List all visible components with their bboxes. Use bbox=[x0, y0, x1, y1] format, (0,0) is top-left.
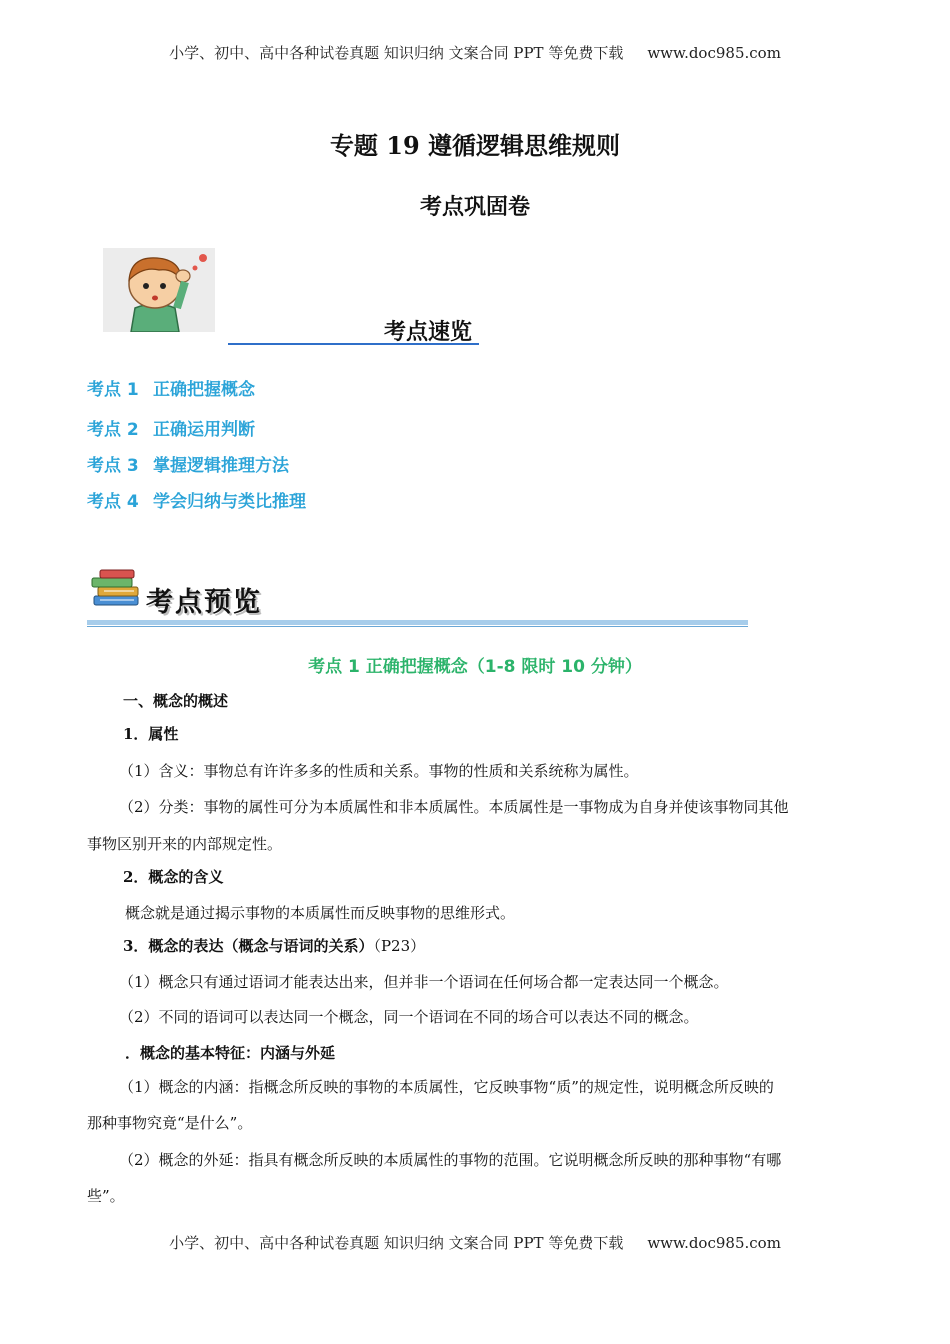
document-subtitle: 考点巩固卷 bbox=[419, 194, 530, 220]
toc-item-4[interactable] bbox=[87, 487, 306, 512]
footer-text: 小学、初中、高中各种试卷真题 知识归纳 文案合同 PPT 等免费下载 bbox=[169, 1234, 624, 1252]
toc-item-1[interactable] bbox=[87, 375, 255, 400]
content-heading-1: 一、概念的概述 bbox=[123, 692, 229, 710]
preview-divider-inner bbox=[87, 626, 748, 627]
content-paragraph: （1）含义：事物总有许许多多的性质和关系。事物的性质和关系统称为属性。 bbox=[119, 762, 639, 780]
content-subheading-3 bbox=[123, 935, 425, 956]
content-subheading-3-text: 3．概念的表达（概念与语词的关系） bbox=[123, 937, 374, 955]
toc-item-number: 考点 1 bbox=[87, 380, 139, 400]
toc-item-label: 正确把握概念 bbox=[153, 380, 255, 400]
content-paragraph-cont: 那种事物究竟“是什么”。 bbox=[87, 1114, 253, 1132]
preview-heading: 考点预览 bbox=[146, 587, 262, 618]
content-paragraph-cont: 事物区别开来的内部规定性。 bbox=[87, 835, 283, 853]
section-heading: 考点 1 正确把握概念（1-8 限时 10 分钟） bbox=[308, 657, 642, 677]
content-paragraph: 概念就是通过揭示事物的本质属性而反映事物的思维形式。 bbox=[125, 904, 516, 922]
toc-item-label: 掌握逻辑推理方法 bbox=[153, 456, 289, 476]
toc-item-2[interactable] bbox=[87, 415, 255, 440]
content-subheading-4: ．概念的基本特征：内涵与外延 bbox=[125, 1044, 336, 1062]
preview-divider bbox=[87, 620, 748, 625]
toc-item-number: 考点 4 bbox=[87, 492, 139, 512]
document-title: 专题 19 遵循逻辑思维规则 bbox=[329, 131, 621, 160]
page-reference: （P23） bbox=[373, 937, 426, 955]
books-icon bbox=[90, 568, 142, 608]
content-paragraph: （2）不同的语词可以表达同一个概念，同一个语词在不同的场合可以表达不同的概念。 bbox=[119, 1008, 699, 1026]
thinking-boy-illustration bbox=[103, 248, 215, 332]
content-paragraph: （2）分类：事物的属性可分为本质属性和非本质属性。本质属性是一事物成为自身并使该事物同其他 bbox=[119, 798, 789, 816]
content-paragraph-cont: 些”。 bbox=[87, 1187, 125, 1205]
footer-site-link[interactable]: www.doc985.com bbox=[647, 1234, 781, 1252]
content-subheading-1: 1．属性 bbox=[123, 725, 179, 743]
toc-item-label: 学会归纳与类比推理 bbox=[153, 492, 306, 512]
header-site-link[interactable]: www.doc985.com bbox=[647, 44, 781, 62]
toc-item-number: 考点 3 bbox=[87, 456, 139, 476]
toc-item-label: 正确运用判断 bbox=[153, 420, 255, 440]
content-subheading-2: 2．概念的含义 bbox=[123, 868, 224, 886]
toc-item-number: 考点 2 bbox=[87, 420, 139, 440]
header-text: 小学、初中、高中各种试卷真题 知识归纳 文案合同 PPT 等免费下载 bbox=[169, 44, 624, 62]
toc-item-3[interactable] bbox=[87, 451, 289, 476]
page-footer bbox=[0, 1232, 950, 1253]
content-paragraph: （1）概念的内涵：指概念所反映的事物的本质属性，它反映事物“质”的规定性，说明概念所反映的 bbox=[119, 1078, 774, 1096]
page-header bbox=[0, 42, 950, 63]
content-paragraph: （1）概念只有通过语词才能表达出来，但并非一个语词在任何场合都一定表达同一个概念。 bbox=[119, 973, 729, 991]
content-paragraph: （2）概念的外延：指具有概念所反映的本质属性的事物的范围。它说明概念所反映的那种事物“有哪 bbox=[119, 1151, 782, 1169]
overview-heading: 考点速览 bbox=[384, 320, 473, 345]
